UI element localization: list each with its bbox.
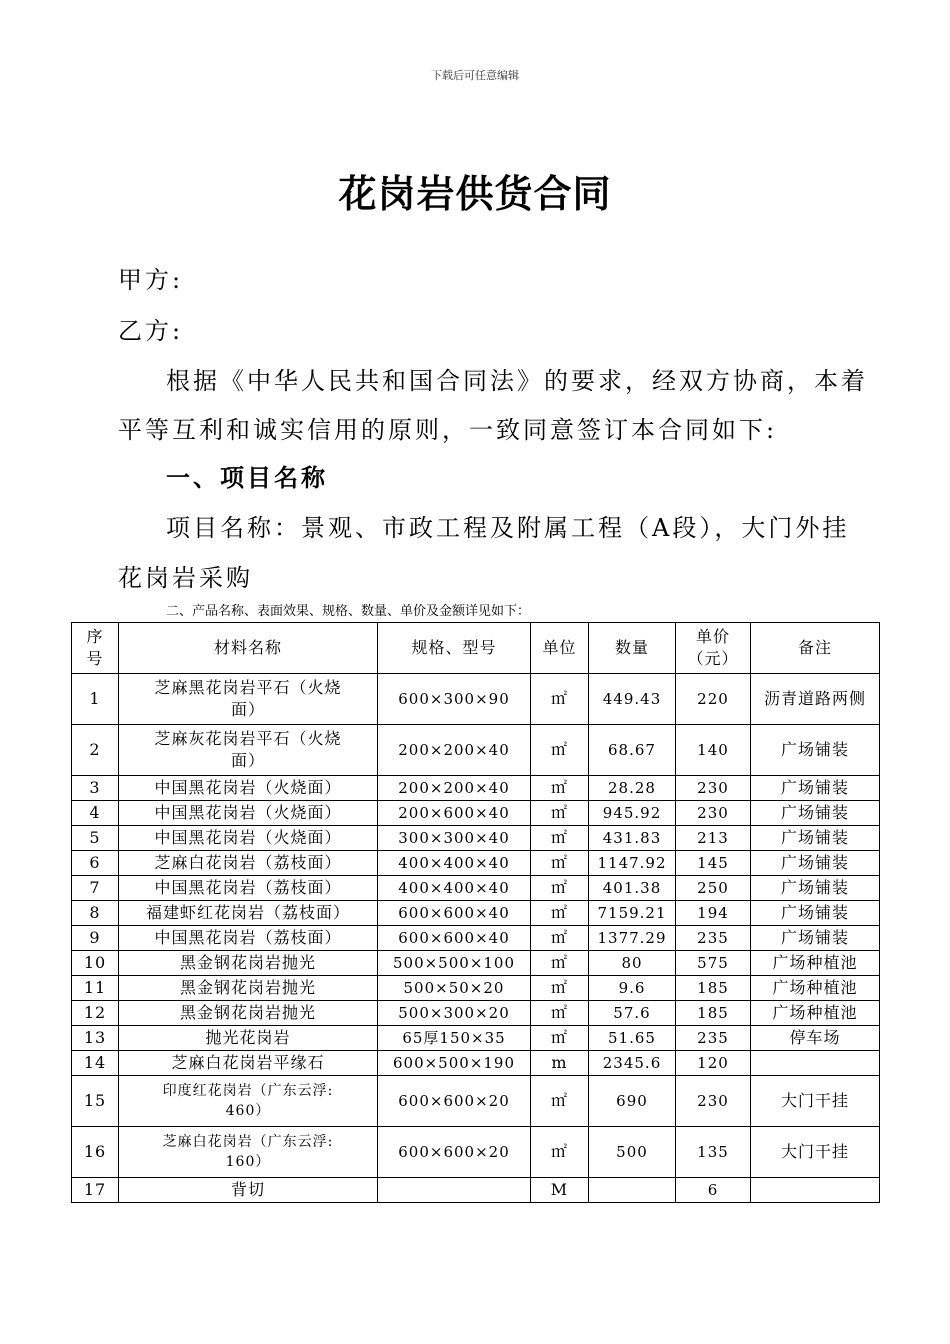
cell-seq: 6 (72, 851, 119, 876)
cell-note: 广场铺装 (751, 725, 880, 776)
contract-title: 花岗岩供货合同 (338, 172, 612, 216)
cell-spec: 600×300×90 (378, 674, 531, 725)
cell-unit: ㎡ (531, 1076, 589, 1127)
cell-name: 芝麻黑花岗岩平石（火烧 面） (119, 674, 378, 725)
header-unit: 单位 (531, 623, 589, 674)
cell-name: 芝麻白花岗岩（广东云浮: 160） (119, 1127, 378, 1178)
cell-unit: ㎡ (531, 951, 589, 976)
header-note: 备注 (751, 623, 880, 674)
cell-note: 广场铺装 (751, 901, 880, 926)
cell-price: 250 (676, 876, 751, 901)
cell-spec (378, 1178, 531, 1203)
header-spec: 规格、型号 (378, 623, 531, 674)
cell-unit: ㎡ (531, 901, 589, 926)
cell-unit: M (531, 1178, 589, 1203)
table-row (72, 674, 880, 725)
cell-price: 235 (676, 926, 751, 951)
table-row (72, 976, 880, 1001)
table-row (72, 776, 880, 801)
table-row (72, 1127, 880, 1178)
party-b-label: 乙方: (118, 317, 184, 345)
cell-unit: ㎡ (531, 826, 589, 851)
cell-note: 广场铺装 (751, 926, 880, 951)
goods-table (71, 622, 880, 1203)
table-row (72, 801, 880, 826)
cell-name: 印度红花岗岩（广东云浮: 460） (119, 1076, 378, 1127)
cell-spec: 500×500×100 (378, 951, 531, 976)
cell-spec: 600×500×190 (378, 1051, 531, 1076)
cell-note: 广场种植池 (751, 1001, 880, 1026)
cell-qty (589, 1178, 676, 1203)
cell-spec: 200×600×40 (378, 801, 531, 826)
table-row (72, 901, 880, 926)
cell-note (751, 1051, 880, 1076)
cell-name: 芝麻白花岗岩平缘石 (119, 1051, 378, 1076)
cell-name: 中国黑花岗岩（火烧面） (119, 826, 378, 851)
cell-price: 6 (676, 1178, 751, 1203)
project-name-line1: 项目名称：景观、市政工程及附属工程（A段），大门外挂 (166, 514, 850, 542)
cell-price: 235 (676, 1026, 751, 1051)
cell-price: 135 (676, 1127, 751, 1178)
header-note: 下载后可任意编辑 (431, 69, 519, 82)
cell-unit: ㎡ (531, 725, 589, 776)
project-name-line2: 花岗岩采购 (118, 564, 253, 592)
cell-price: 230 (676, 776, 751, 801)
cell-price: 575 (676, 951, 751, 976)
cell-seq: 9 (72, 926, 119, 951)
cell-spec: 600×600×40 (378, 901, 531, 926)
cell-unit: ㎡ (531, 976, 589, 1001)
table-body (72, 674, 880, 1203)
cell-seq: 7 (72, 876, 119, 901)
cell-price: 120 (676, 1051, 751, 1076)
cell-qty: 1377.29 (589, 926, 676, 951)
cell-qty: 1147.92 (589, 851, 676, 876)
intro-paragraph-line2: 平等互利和诚实信用的原则，一致同意签订本合同如下: (118, 416, 778, 444)
cell-note (751, 1178, 880, 1203)
cell-unit: ㎡ (531, 776, 589, 801)
cell-unit: ㎡ (531, 1127, 589, 1178)
cell-price: 230 (676, 801, 751, 826)
cell-name: 中国黑花岗岩（火烧面） (119, 776, 378, 801)
cell-price: 213 (676, 826, 751, 851)
cell-name: 芝麻白花岗岩（荔枝面） (119, 851, 378, 876)
table-row (72, 1051, 880, 1076)
cell-name: 中国黑花岗岩（荔枝面） (119, 876, 378, 901)
cell-qty: 57.6 (589, 1001, 676, 1026)
cell-seq: 8 (72, 901, 119, 926)
cell-price: 185 (676, 976, 751, 1001)
cell-note: 广场铺装 (751, 801, 880, 826)
table-row (72, 1178, 880, 1203)
cell-name: 背切 (119, 1178, 378, 1203)
table-row (72, 851, 880, 876)
cell-seq: 5 (72, 826, 119, 851)
cell-qty: 431.83 (589, 826, 676, 851)
header-seq: 序 号 (72, 623, 119, 674)
cell-spec: 65厚150×35 (378, 1026, 531, 1051)
cell-unit: ㎡ (531, 1026, 589, 1051)
cell-spec: 200×200×40 (378, 776, 531, 801)
cell-price: 140 (676, 725, 751, 776)
cell-price: 194 (676, 901, 751, 926)
cell-seq: 14 (72, 1051, 119, 1076)
cell-spec: 400×400×40 (378, 876, 531, 901)
cell-note: 广场铺装 (751, 851, 880, 876)
cell-seq: 12 (72, 1001, 119, 1026)
table-row (72, 1026, 880, 1051)
cell-unit: m (531, 1051, 589, 1076)
cell-spec: 600×600×20 (378, 1076, 531, 1127)
header-qty: 数量 (589, 623, 676, 674)
cell-seq: 11 (72, 976, 119, 1001)
cell-unit: ㎡ (531, 674, 589, 725)
cell-spec: 600×600×20 (378, 1127, 531, 1178)
cell-qty: 68.67 (589, 725, 676, 776)
table-row (72, 1001, 880, 1026)
cell-price: 230 (676, 1076, 751, 1127)
cell-name: 中国黑花岗岩（荔枝面） (119, 926, 378, 951)
cell-qty: 9.6 (589, 976, 676, 1001)
cell-note: 广场种植池 (751, 976, 880, 1001)
cell-qty: 401.38 (589, 876, 676, 901)
cell-spec: 500×50×20 (378, 976, 531, 1001)
cell-qty: 2345.6 (589, 1051, 676, 1076)
cell-spec: 200×200×40 (378, 725, 531, 776)
cell-spec: 400×400×40 (378, 851, 531, 876)
party-a-label: 甲方: (118, 266, 184, 294)
cell-seq: 15 (72, 1076, 119, 1127)
cell-name: 福建虾红花岗岩（荔枝面） (119, 901, 378, 926)
cell-note: 广场铺装 (751, 876, 880, 901)
table-row (72, 951, 880, 976)
cell-name: 抛光花岗岩 (119, 1026, 378, 1051)
cell-note: 广场铺装 (751, 776, 880, 801)
cell-note: 广场种植池 (751, 951, 880, 976)
table-row (72, 926, 880, 951)
intro-paragraph-line1: 根据《中华人民共和国合同法》的要求，经双方协商，本着 (166, 367, 868, 395)
cell-spec: 600×600×40 (378, 926, 531, 951)
cell-name: 黑金钢花岗岩抛光 (119, 1001, 378, 1026)
cell-note: 大门干挂 (751, 1127, 880, 1178)
cell-seq: 17 (72, 1178, 119, 1203)
cell-seq: 3 (72, 776, 119, 801)
cell-seq: 4 (72, 801, 119, 826)
cell-seq: 1 (72, 674, 119, 725)
table-row (72, 876, 880, 901)
table-row (72, 826, 880, 851)
cell-price: 185 (676, 1001, 751, 1026)
cell-note: 沥青道路两侧 (751, 674, 880, 725)
cell-name: 芝麻灰花岗岩平石（火烧 面） (119, 725, 378, 776)
table-row (72, 725, 880, 776)
cell-unit: ㎡ (531, 1001, 589, 1026)
cell-seq: 10 (72, 951, 119, 976)
cell-qty: 51.65 (589, 1026, 676, 1051)
cell-price: 220 (676, 674, 751, 725)
cell-note: 广场铺装 (751, 826, 880, 851)
cell-spec: 500×300×20 (378, 1001, 531, 1026)
table-intro: 二、产品名称、表面效果、规格、数量、单价及金额详见如下： (166, 604, 531, 619)
cell-unit: ㎡ (531, 851, 589, 876)
cell-unit: ㎡ (531, 926, 589, 951)
cell-qty: 945.92 (589, 801, 676, 826)
cell-qty: 80 (589, 951, 676, 976)
cell-qty: 28.28 (589, 776, 676, 801)
cell-note: 大门干挂 (751, 1076, 880, 1127)
cell-unit: ㎡ (531, 801, 589, 826)
table-header-row (72, 623, 880, 674)
cell-name: 黑金钢花岗岩抛光 (119, 976, 378, 1001)
cell-name: 中国黑花岗岩（火烧面） (119, 801, 378, 826)
cell-qty: 500 (589, 1127, 676, 1178)
cell-spec: 300×300×40 (378, 826, 531, 851)
table-row (72, 1076, 880, 1127)
header-name: 材料名称 (119, 623, 378, 674)
cell-qty: 690 (589, 1076, 676, 1127)
cell-seq: 2 (72, 725, 119, 776)
cell-name: 黑金钢花岗岩抛光 (119, 951, 378, 976)
cell-note: 停车场 (751, 1026, 880, 1051)
header-price: 单价 （元） (676, 623, 751, 674)
section1-heading: 一、项目名称 (166, 463, 328, 492)
cell-unit: ㎡ (531, 876, 589, 901)
cell-qty: 449.43 (589, 674, 676, 725)
cell-qty: 7159.21 (589, 901, 676, 926)
cell-seq: 16 (72, 1127, 119, 1178)
cell-price: 145 (676, 851, 751, 876)
cell-seq: 13 (72, 1026, 119, 1051)
